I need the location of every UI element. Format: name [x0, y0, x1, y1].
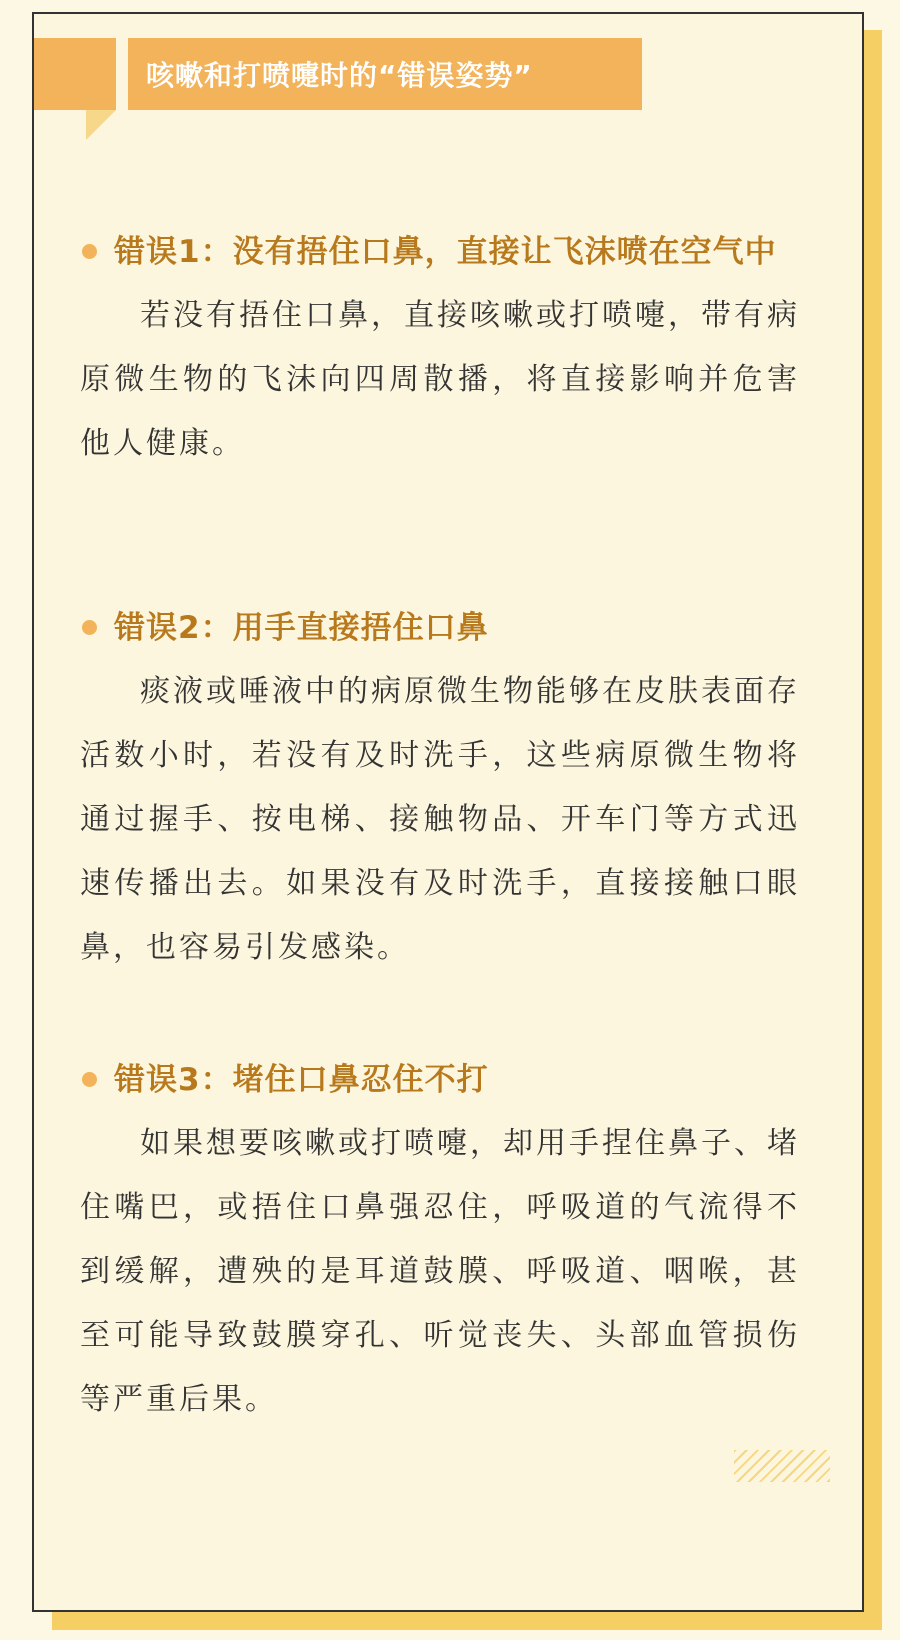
section-heading [80, 596, 800, 660]
title-ribbon-fold [86, 110, 116, 140]
decorative-hatch-pattern [734, 1450, 830, 1482]
section-error-3 [80, 1048, 800, 1432]
section-body: 若没有捂住口鼻，直接咳嗽或打喷嚏，带有病原微生物的飞沫向四周散播，将直接影响并危害他人健康。 [80, 298, 800, 461]
bullet-dot-icon [82, 1072, 97, 1087]
section-heading [80, 220, 800, 284]
title-ribbon-tab [34, 38, 116, 110]
page-title: 咳嗽和打喷嚏时的“错误姿势” [146, 59, 533, 92]
section-heading-text: 错误1：没有捂住口鼻，直接让飞沫喷在空气中 [114, 234, 777, 270]
bullet-dot-icon [82, 244, 97, 259]
bullet-dot-icon [82, 620, 97, 635]
title-banner [128, 38, 642, 110]
section-error-1 [80, 220, 800, 476]
section-body: 痰液或唾液中的病原微生物能够在皮肤表面存活数小时，若没有及时洗手，这些病原微生物将通过握手、按电梯、接触物品、开车门等方式迅速传播出去。如果没有及时洗手，直接接触口眼鼻，也容易引发感染。 [80, 674, 800, 965]
section-error-2 [80, 596, 800, 980]
article-card [32, 12, 864, 1612]
section-heading-text: 错误3：堵住口鼻忍住不打 [114, 1062, 489, 1098]
section-heading-text: 错误2：用手直接捂住口鼻 [114, 610, 489, 646]
section-body: 如果想要咳嗽或打喷嚏，却用手捏住鼻子、堵住嘴巴，或捂住口鼻强忍住，呼吸道的气流得不到缓解，遭殃的是耳道鼓膜、呼吸道、咽喉，甚至可能导致鼓膜穿孔、听觉丧失、头部血管损伤等严重后果。 [80, 1126, 800, 1417]
section-heading [80, 1048, 800, 1112]
